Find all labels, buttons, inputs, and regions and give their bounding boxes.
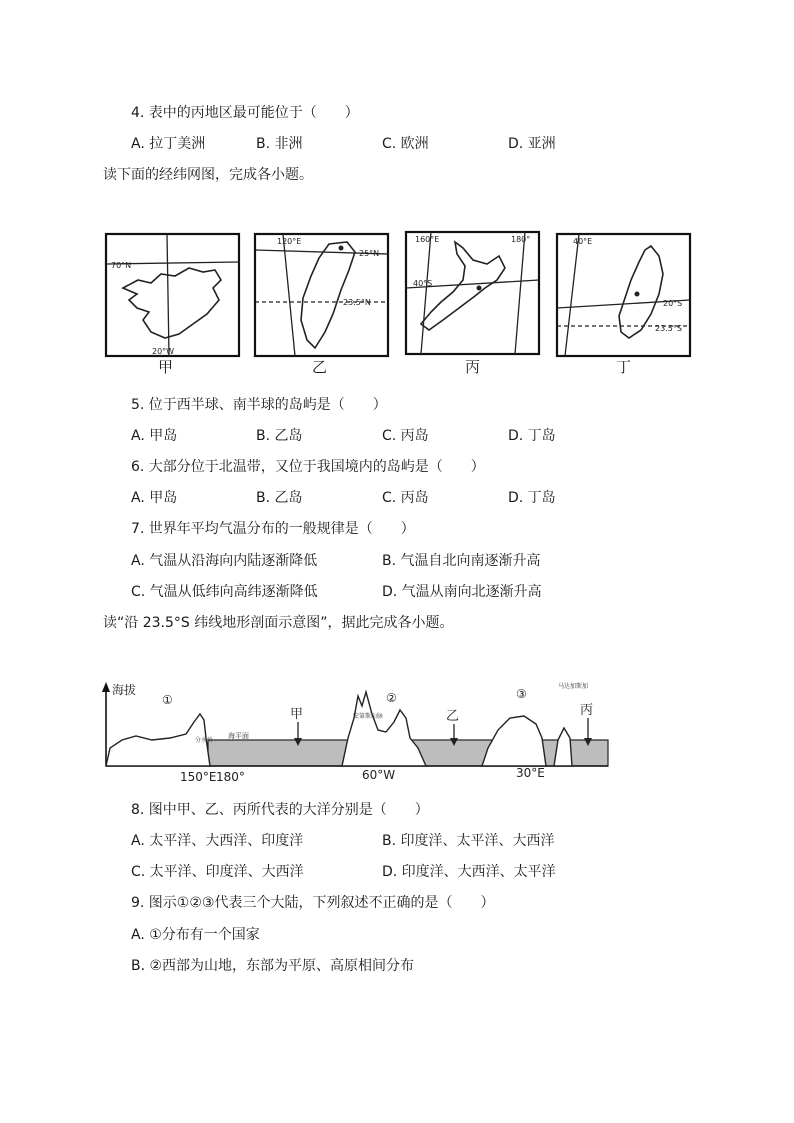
q8-option-b[interactable]: B. 印度洋、太平洋、大西洋: [382, 833, 555, 849]
ding-lon-label: 40°E: [573, 237, 593, 246]
q9-option-a[interactable]: A. ①分布有一个国家: [131, 927, 260, 943]
q6-option-a[interactable]: A. 甲岛: [131, 490, 178, 506]
axis-label: 海拔: [112, 683, 137, 697]
tick-150e: 150°E: [180, 770, 217, 783]
divide-label: 分水岭: [195, 737, 214, 744]
q6-option-b[interactable]: B. 乙岛: [256, 490, 303, 506]
map-label-yi: 乙: [312, 358, 328, 376]
ocean-yi-label: 乙: [446, 709, 460, 724]
q7-option-b[interactable]: B. 气温自北向南逐渐升高: [382, 553, 541, 569]
question-8-stem: 8. 图中甲、乙、丙所代表的大洋分别是（ ）: [131, 802, 429, 818]
madagascar-label: 马达加斯加: [558, 683, 589, 690]
intro-profile: 读“沿 23.5°S 纬线地形剖面示意图”，据此完成各小题。: [103, 615, 454, 631]
question-6-stem: 6. 大部分位于北温带，又位于我国境内的岛屿是（ ）: [131, 459, 485, 475]
continent-1-label: ①: [162, 693, 173, 707]
ding-lat2-label: 23.5°S: [655, 324, 682, 333]
map-label-jia: 甲: [158, 358, 174, 376]
question-4-stem: 4. 表中的丙地区最可能位于（ ）: [131, 105, 359, 121]
tick-30e: 30°E: [516, 766, 545, 780]
q7-option-d[interactable]: D. 气温从南向北逐渐升高: [382, 584, 542, 600]
bing-lon1-label: 160°E: [415, 235, 440, 244]
q4-option-b[interactable]: B. 非洲: [256, 136, 303, 152]
map-jia: [106, 234, 239, 356]
yi-lat1-label: 25°N: [359, 249, 380, 258]
continent-3-label: ③: [516, 687, 527, 701]
tick-60w: 60°W: [362, 768, 396, 782]
sea-level-label: 海平面: [228, 732, 249, 740]
q5-option-c[interactable]: C. 丙岛: [382, 428, 429, 444]
q7-option-c[interactable]: C. 气温从低纬向高纬逐渐降低: [131, 584, 318, 600]
map-ding: [557, 234, 690, 356]
map-bing: [406, 232, 539, 354]
bing-lat-label: 40°S: [413, 279, 433, 288]
intro-grid-maps: 读下面的经纬网图，完成各小题。: [103, 167, 313, 183]
bing-lon2-label: 180°: [511, 235, 531, 244]
latlon-maps: [103, 228, 693, 358]
andes-label: 安第斯山脉: [353, 713, 384, 720]
yi-lon-label: 120°E: [277, 237, 302, 246]
q5-option-d[interactable]: D. 丁岛: [508, 428, 556, 444]
q5-option-b[interactable]: B. 乙岛: [256, 428, 303, 444]
ding-lat1-label: 20°S: [663, 299, 683, 308]
map-label-bing: 丙: [465, 358, 481, 376]
continent-2-label: ②: [386, 691, 397, 705]
question-5-stem: 5. 位于西半球、南半球的岛屿是（ ）: [131, 397, 387, 413]
q4-option-c[interactable]: C. 欧洲: [382, 136, 429, 152]
q7-option-a[interactable]: A. 气温从沿海向内陆逐渐降低: [131, 553, 318, 569]
question-9-stem: 9. 图示①②③代表三个大陆，下列叙述不正确的是（ ）: [131, 895, 495, 911]
q6-option-c[interactable]: C. 丙岛: [382, 490, 429, 506]
q9-option-b[interactable]: B. ②西部为山地，东部为平原、高原相间分布: [131, 958, 415, 974]
q8-option-a[interactable]: A. 太平洋、大西洋、印度洋: [131, 833, 304, 849]
q8-option-c[interactable]: C. 太平洋、印度洋、大西洋: [131, 864, 304, 880]
map-yi: [255, 234, 388, 356]
map-label-ding: 丁: [616, 358, 632, 376]
tick-180: 180°: [216, 770, 245, 783]
ocean-bing-label: 丙: [580, 703, 594, 718]
q4-option-d[interactable]: D. 亚洲: [508, 136, 556, 152]
jia-lat-label: 70°N: [111, 261, 132, 270]
q6-option-d[interactable]: D. 丁岛: [508, 490, 556, 506]
q5-option-a[interactable]: A. 甲岛: [131, 428, 178, 444]
q4-option-a[interactable]: A. 拉丁美洲: [131, 136, 206, 152]
yi-lat2-label: 23.5°N: [343, 298, 371, 307]
terrain-profile: [96, 678, 616, 783]
question-7-stem: 7. 世界年平均气温分布的一般规律是（ ）: [131, 521, 415, 537]
jia-lon-label: 20°W: [152, 347, 175, 356]
q8-option-d[interactable]: D. 印度洋、大西洋、太平洋: [382, 864, 556, 880]
ocean-jia-label: 甲: [290, 707, 304, 722]
